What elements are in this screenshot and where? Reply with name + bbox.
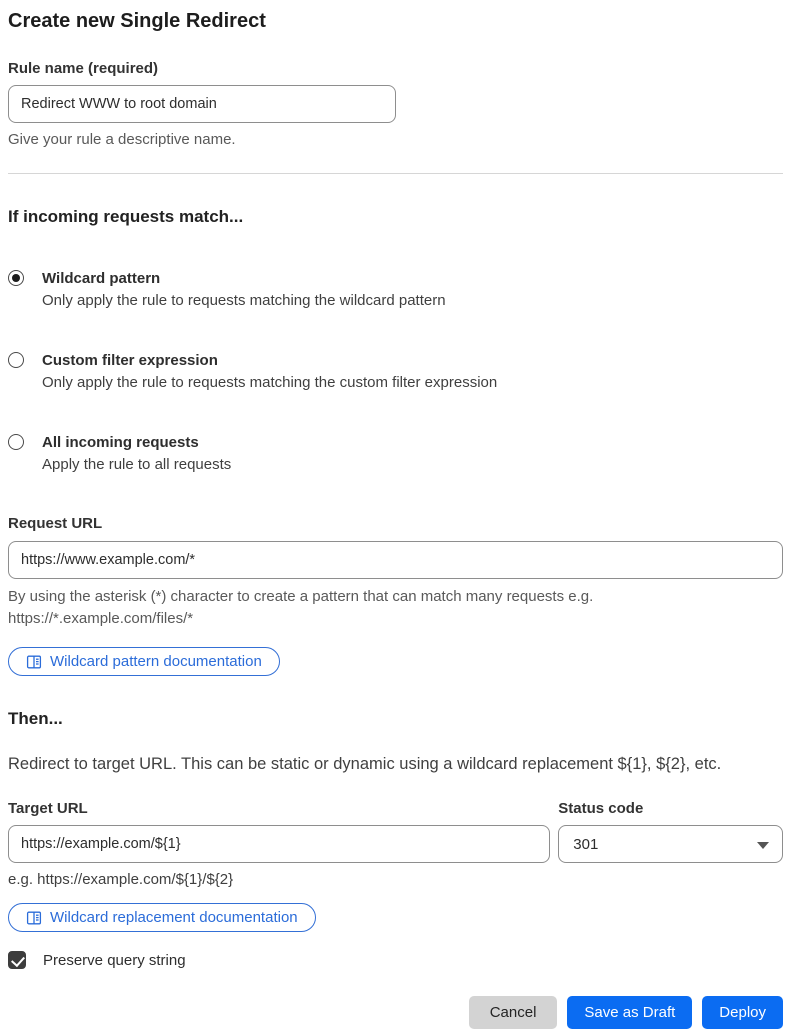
radio-button-wildcard-pattern[interactable] xyxy=(8,270,24,286)
rule-name-label: Rule name (required) xyxy=(8,60,159,77)
chevron-down-icon xyxy=(757,842,769,849)
radio-button-all-incoming-requests[interactable] xyxy=(8,434,24,450)
request-url-label: Request URL xyxy=(8,515,103,532)
status-code-select[interactable] xyxy=(558,825,783,863)
radio-button-custom-filter-expression[interactable] xyxy=(8,352,24,368)
wildcard-replacement-doc-button[interactable] xyxy=(8,903,316,932)
status-code-value: 301 xyxy=(573,835,599,853)
radio-option-all-incoming-requests[interactable] xyxy=(8,432,783,477)
doc-button-label: Wildcard replacement documentation xyxy=(50,909,298,926)
preserve-query-string-checkbox[interactable] xyxy=(8,951,26,969)
book-icon xyxy=(26,654,42,670)
radio-label: Wildcard pattern xyxy=(42,270,161,287)
radio-label: All incoming requests xyxy=(42,434,199,451)
book-icon xyxy=(26,910,42,926)
deploy-button[interactable]: Deploy xyxy=(702,996,783,1029)
save-draft-button[interactable]: Save as Draft xyxy=(567,996,692,1029)
radio-option-custom-filter-expression[interactable] xyxy=(8,350,783,395)
page-title: Create new Single Redirect xyxy=(8,10,266,32)
doc-button-label: Wildcard pattern documentation xyxy=(50,653,262,670)
cancel-button[interactable]: Cancel xyxy=(469,996,558,1029)
preserve-query-string-label: Preserve query string xyxy=(43,951,186,969)
rule-name-helper: Give your rule a descriptive name. xyxy=(8,131,236,148)
rule-name-input[interactable] xyxy=(8,85,396,123)
radio-description: Only apply the rule to requests matching the custom filter expression xyxy=(42,374,498,391)
request-url-input[interactable] xyxy=(8,541,783,579)
request-url-helper: By using the asterisk (*) character to create a pattern that can match many requests e.g. https://*.example.com/files/* xyxy=(8,588,594,627)
match-section-heading: If incoming requests match... xyxy=(8,207,244,226)
then-section-heading: Then... xyxy=(8,709,63,728)
match-type-radio-group xyxy=(8,268,783,477)
section-divider xyxy=(8,173,783,174)
status-code-label: Status code xyxy=(558,800,644,817)
wildcard-pattern-doc-button[interactable] xyxy=(8,647,280,676)
then-description: Redirect to target URL. This can be static or dynamic using a wildcard replacement ${1}, ${2}, etc. xyxy=(8,755,722,773)
target-url-input[interactable] xyxy=(8,825,550,863)
radio-description: Only apply the rule to requests matching the wildcard pattern xyxy=(42,292,446,309)
radio-label: Custom filter expression xyxy=(42,352,218,369)
radio-description: Apply the rule to all requests xyxy=(42,456,232,473)
footer-actions xyxy=(8,996,783,1029)
preserve-query-string-row[interactable] xyxy=(8,951,783,969)
radio-option-wildcard-pattern[interactable] xyxy=(8,268,783,313)
target-url-helper: e.g. https://example.com/${1}/${2} xyxy=(8,871,234,888)
target-url-label: Target URL xyxy=(8,800,88,817)
